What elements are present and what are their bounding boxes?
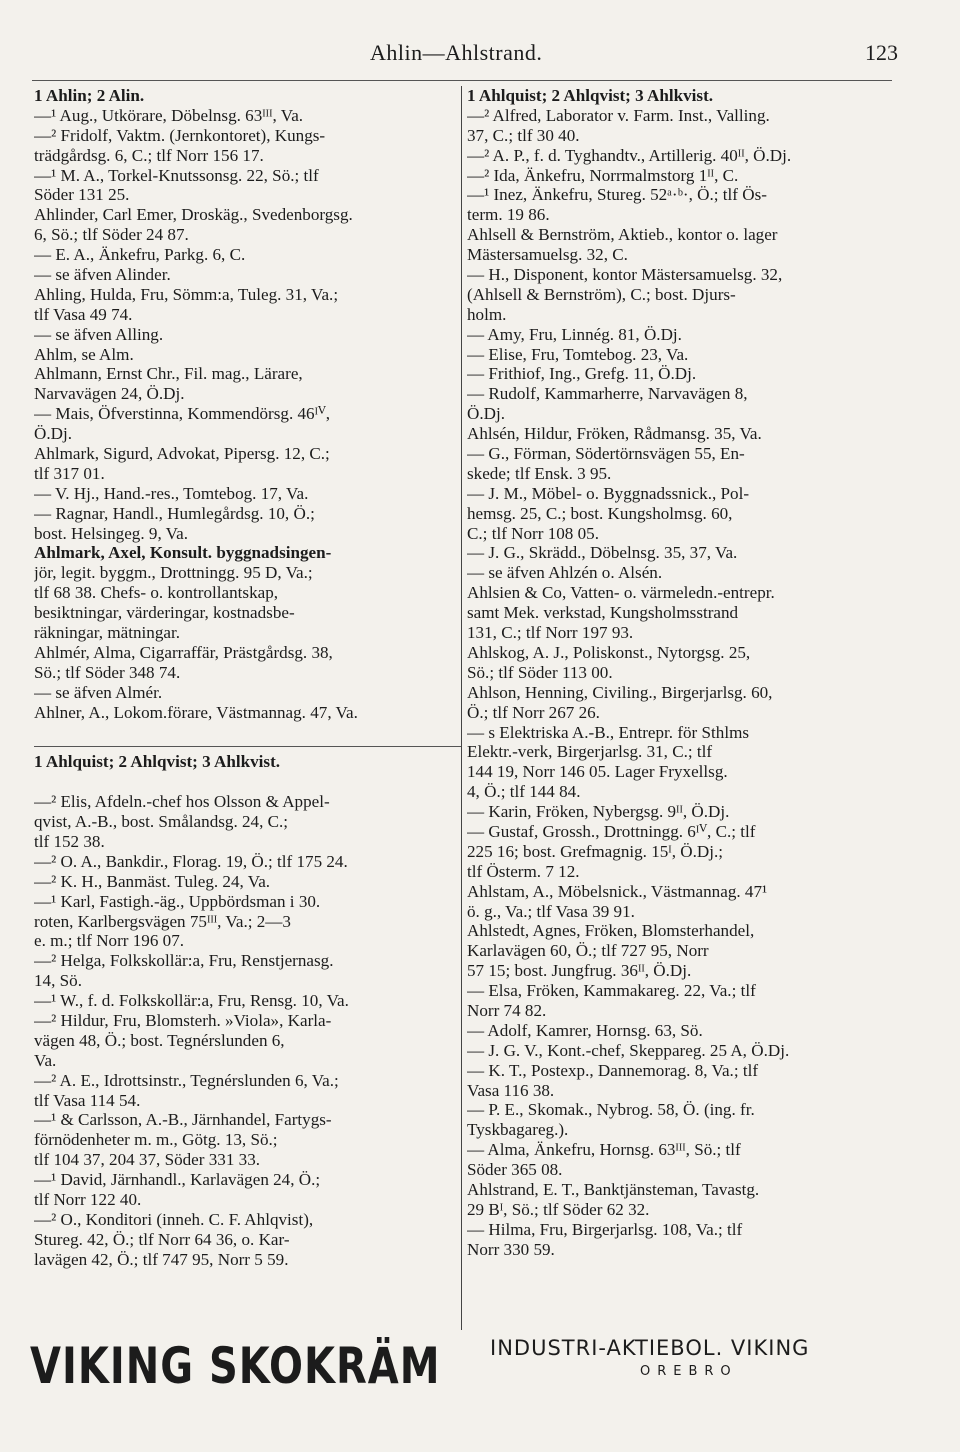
entry-line: —² Elis, Afdeln.-chef hos Olsson & Appel- [34, 792, 330, 812]
entry-line: Ahlner, A., Lokom.förare, Västmannag. 47, Va. [34, 702, 358, 722]
page-number: 123 [865, 40, 898, 65]
advert-viking-skokram: VIKING SKOKRÄM [30, 1338, 441, 1396]
page-header [0, 40, 960, 76]
entry-line: Ahling, Hulda, Fru, Sömm:a, Tuleg. 31, Va.; [34, 284, 339, 304]
entry-line: term. 19 86. [467, 205, 550, 225]
entry-line: — P. E., Skomak., Nybrog. 58, Ö. (ing. fr. [467, 1100, 755, 1120]
entry-line: Stureg. 42, Ö.; tlf Norr 64 36, o. Kar- [34, 1229, 290, 1249]
advert-industri-aktiebolag [490, 1336, 910, 1379]
entry-line: — se äfven Almér. [34, 682, 163, 702]
entry-line: vägen 48, Ö.; bost. Tegnérslunden 6, [34, 1030, 285, 1050]
entry-line: —¹ W., f. d. Folkskollär:a, Fru, Rensg. 10, Va. [34, 991, 349, 1011]
entry-line: —¹ Inez, Änkefru, Stureg. 52ᵃ·ᵇ·, Ö.; tlf Ös- [467, 185, 767, 205]
entry-line: tlf Österm. 7 12. [467, 861, 580, 881]
entry-line: 225 16; bost. Grefmagnig. 15ᴵ, Ö.Dj.; [467, 841, 723, 861]
entry-line: — J. M., Möbel- o. Byggnadssnick., Pol- [467, 483, 750, 503]
entry-line: —¹ Aug., Utkörare, Döbelnsg. 63ᴵᴵᴵ, Va. [34, 105, 304, 125]
entry-line: Mästersamuelsg. 32, C. [467, 245, 628, 265]
entry-line: — se äfven Alinder. [34, 265, 171, 285]
entry-line: — Frithiof, Ing., Grefg. 11, Ö.Dj. [467, 364, 697, 384]
entry-line: — Elsa, Fröken, Kammakareg. 22, Va.; tlf [467, 981, 756, 1001]
entry-line: e. m.; tlf Norr 196 07. [34, 931, 185, 951]
entry-line: tlf 317 01. [34, 463, 105, 483]
column-divider [461, 86, 462, 1330]
advert-company-city: OREBRO [640, 1364, 738, 1379]
entry-line: besiktningar, värderingar, kostnadsbe- [34, 603, 295, 623]
entry-line: Ahlson, Henning, Civiling., Birgerjarlsg. 60, [467, 682, 773, 702]
entry-line: Ahlm, se Alm. [34, 344, 134, 364]
entry-line: — E. A., Änkefru, Parkg. 6, C. [34, 245, 246, 265]
entry-line: holm. [467, 304, 507, 324]
spacer [34, 723, 462, 743]
entry-line: Ahlinder, Carl Emer, Droskäg., Svedenborgsg. [34, 205, 353, 225]
entry-line: — V. Hj., Hand.-res., Tomtebog. 17, Va. [34, 483, 309, 503]
entry-line: Narvavägen 24, Ö.Dj. [34, 384, 185, 404]
entry-line: — J. G. V., Kont.-chef, Skeppareg. 25 A, Ö.Dj. [467, 1040, 790, 1060]
entry-line: 144 19, Norr 146 05. Lager Fryxellsg. [467, 762, 728, 782]
entry-line: —² K. H., Banmäst. Tuleg. 24, Va. [34, 871, 271, 891]
entry-line: 57 15; bost. Jungfrug. 36ᴵᴵ, Ö.Dj. [467, 961, 692, 981]
entry-heading: Ahlmark, Axel, Konsult. byggnadsingen- [34, 543, 332, 563]
header-rule [32, 80, 892, 81]
entry-line: — G., Förman, Södertörnsvägen 55, En- [467, 444, 745, 464]
entry-line: förnödenheter m. m., Götg. 13, Sö.; [34, 1130, 278, 1150]
entry-line: —² O., Konditori (inneh. C. F. Ahlqvist), [34, 1209, 314, 1229]
entry-line: —² Helga, Folkskollär:a, Fru, Renstjernasg. [34, 951, 334, 971]
entry-line: samt Mek. verkstad, Kungsholmsstrand [467, 603, 739, 623]
entry-line: —² Alfred, Laborator v. Farm. Inst., Valling. [467, 105, 770, 125]
entry-line: — Elise, Fru, Tomtebog. 23, Va. [467, 344, 689, 364]
entry-line: Ahlsén, Hildur, Fröken, Rådmansg. 35, Va. [467, 424, 762, 444]
entry-line: Söder 131 25. [34, 185, 130, 205]
entry-line: — Gustaf, Grossh., Drottningg. 6ᴵⱽ, C.; tlf [467, 821, 756, 841]
entry-line: Ö.Dj. [467, 404, 505, 424]
section-rule [34, 742, 462, 752]
left-column [34, 86, 462, 1270]
entry-line: tlf 68 38. Chefs- o. kontrollantskap, [34, 583, 279, 603]
entry-line: —¹ Karl, Fastigh.-äg., Uppbördsman i 30. [34, 891, 321, 911]
entry-line: — Adolf, Kamrer, Hornsg. 63, Sö. [467, 1020, 703, 1040]
entry-line: bost. Helsingeg. 9, Va. [34, 523, 188, 543]
entry-heading: 1 Ahlquist; 2 Ahlqvist; 3 Ahlkvist. [34, 752, 281, 772]
entry-line: Elektr.-verk, Birgerjarlsg. 31, C.; tlf [467, 742, 713, 762]
entry-line: —² O. A., Bankdir., Florag. 19, Ö.; tlf 175 24. [34, 851, 348, 871]
entry-line: — se äfven Alling. [34, 324, 164, 344]
entry-line: 4, Ö.; tlf 144 84. [467, 782, 581, 802]
entry-line: tlf 104 37, 204 37, Söder 331 33. [34, 1150, 261, 1170]
entry-line: Norr 330 59. [467, 1239, 555, 1259]
entry-line: — Hilma, Fru, Birgerjarlsg. 108, Va.; tlf [467, 1219, 743, 1239]
entry-line: räkningar, mätningar. [34, 623, 180, 643]
spacer [34, 772, 462, 792]
entry-line: —² Hildur, Fru, Blomsterh. »Viola», Karla- [34, 1010, 332, 1030]
entry-line: — J. G., Skrädd., Döbelnsg. 35, 37, Va. [467, 543, 738, 563]
entry-line: trädgårdsg. 6, C.; tlf Norr 156 17. [34, 145, 264, 165]
entry-line: Ahlsell & Bernström, Aktieb., kontor o. lager [467, 225, 778, 245]
entry-line: Söder 365 08. [467, 1160, 563, 1180]
entry-line: Norr 74 82. [467, 1000, 547, 1020]
entry-line: — Ragnar, Handl., Humlegårdsg. 10, Ö.; [34, 503, 315, 523]
entry-line: Ahlstedt, Agnes, Fröken, Blomsterhandel, [467, 921, 755, 941]
entry-line: tlf Vasa 49 74. [34, 304, 133, 324]
entry-line: — se äfven Ahlzén o. Alsén. [467, 563, 663, 583]
entry-line: Sö.; tlf Söder 348 74. [34, 662, 181, 682]
entry-line: 6, Sö.; tlf Söder 24 87. [34, 225, 189, 245]
entry-line: —² A. E., Idrottsinstr., Tegnérslunden 6, Va.; [34, 1070, 339, 1090]
entry-line: Ahlmark, Sigurd, Advokat, Pipersg. 12, C.; [34, 444, 330, 464]
entry-line: jör, legit. byggm., Drottningg. 95 D, Va.; [34, 563, 313, 583]
entry-line: Ö.Dj. [34, 424, 72, 444]
entry-line: —¹ M. A., Torkel-Knutssonsg. 22, Sö.; tlf [34, 165, 319, 185]
entry-line: —² Fridolf, Vaktm. (Jernkontoret), Kungs- [34, 125, 326, 145]
entry-line: —² A. P., f. d. Tyghandtv., Artillerig. 40ᴵᴵ, Ö.Dj. [467, 145, 792, 165]
entry-line: tlf 152 38. [34, 831, 105, 851]
entry-line: — Karin, Fröken, Nybergsg. 9ᴵᴵ, Ö.Dj. [467, 802, 730, 822]
entry-line: roten, Karlbergsvägen 75ᴵᴵᴵ, Va.; 2—3 [34, 911, 291, 931]
entry-line: 29 Bᴵ, Sö.; tlf Söder 62 32. [467, 1199, 650, 1219]
entry-line: Tyskbagareg.). [467, 1120, 569, 1140]
entry-line: lavägen 42, Ö.; tlf 747 95, Norr 5 59. [34, 1249, 289, 1269]
right-column [467, 86, 899, 1260]
entry-line: skede; tlf Ensk. 3 95. [467, 463, 612, 483]
advert-company-name: INDUSTRI-AKTIEBOL. VIKING [490, 1336, 810, 1360]
entry-line: tlf Norr 122 40. [34, 1189, 142, 1209]
entry-line: — H., Disponent, kontor Mästersamuelsg. 32, [467, 265, 783, 285]
entry-line: 37, C.; tlf 30 40. [467, 125, 580, 145]
entry-line: — K. T., Postexp., Dannemorag. 8, Va.; tlf [467, 1060, 759, 1080]
entry-line: — s Elektriska A.-B., Entrepr. för Sthlms [467, 722, 750, 742]
entry-line: Sö.; tlf Söder 113 00. [467, 662, 613, 682]
entry-line: Ö.; tlf Norr 267 26. [467, 702, 600, 722]
entry-line: —² Ida, Änkefru, Norrmalmstorg 1ᴵᴵ, C. [467, 165, 739, 185]
entry-line: Ahlmér, Alma, Cigarraffär, Prästgårdsg. 38, [34, 642, 333, 662]
entry-line: Ahlstrand, E. T., Banktjänsteman, Tavastg. [467, 1179, 760, 1199]
entry-line: Vasa 116 38. [467, 1080, 555, 1100]
entry-line: qvist, A.-B., bost. Smålandsg. 24, C.; [34, 812, 289, 832]
entry-line: C.; tlf Norr 108 05. [467, 523, 599, 543]
entry-line: — Alma, Änkefru, Hornsg. 63ᴵᴵᴵ, Sö.; tlf [467, 1140, 741, 1160]
entry-line: Karlavägen 60, Ö.; tlf 727 95, Norr [467, 941, 709, 961]
entry-line: —¹ & Carlsson, A.-B., Järnhandel, Fartygs- [34, 1110, 332, 1130]
entry-line: — Mais, Öfverstinna, Kommendörsg. 46ᴵⱽ, [34, 404, 331, 424]
entry-line: tlf Vasa 114 54. [34, 1090, 141, 1110]
entry-heading: 1 Ahlquist; 2 Ahlqvist; 3 Ahlkvist. [467, 86, 714, 105]
entry-line: Ahlmann, Ernst Chr., Fil. mag., Lärare, [34, 364, 303, 384]
entry-line: (Ahlsell & Bernström), C.; bost. Djurs- [467, 284, 736, 304]
entry-line: Ahlskog, A. J., Poliskonst., Nytorgsg. 25, [467, 642, 751, 662]
entry-line: 131, C.; tlf Norr 197 93. [467, 623, 634, 643]
entry-line: 14, Sö. [34, 971, 82, 991]
entry-line: Va. [34, 1050, 57, 1070]
entry-line: — Rudolf, Kammarherre, Narvavägen 8, [467, 384, 748, 404]
entry-line: Ahlstam, A., Möbelsnick., Västmannag. 47¹ [467, 881, 768, 901]
entry-line: hemsg. 25, C.; bost. Kungsholmsg. 60, [467, 503, 733, 523]
running-head: Ahlin—Ahlstrand. [370, 40, 543, 65]
entry-heading: 1 Ahlin; 2 Alin. [34, 86, 145, 105]
entry-line: — Amy, Fru, Linnég. 81, Ö.Dj. [467, 324, 682, 344]
entry-line: ö. g., Va.; tlf Vasa 39 91. [467, 901, 635, 921]
entry-line: Ahlsien & Co, Vatten- o. värmeledn.-entrepr. [467, 583, 775, 603]
entry-line: —¹ David, Järnhandl., Karlavägen 24, Ö.; [34, 1170, 321, 1190]
